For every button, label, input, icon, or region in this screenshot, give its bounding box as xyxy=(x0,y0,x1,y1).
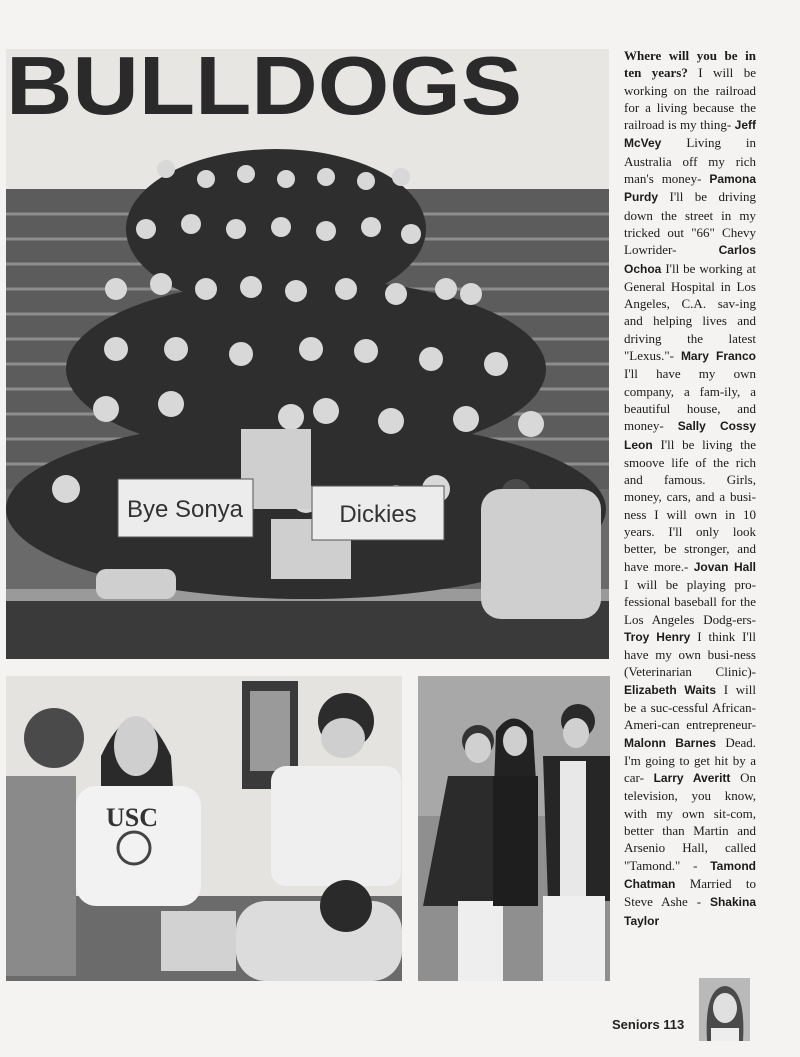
quote-name: Shakina Taylor xyxy=(624,895,756,928)
trio-photo-drawing xyxy=(418,676,610,981)
quotes-column xyxy=(624,47,756,930)
sign-right xyxy=(312,486,444,540)
art-class-photo-drawing xyxy=(6,676,402,981)
quote-text: I'll have my own company, a fam-ily, a beautiful house, and money- xyxy=(624,366,756,434)
quote-name: Elizabeth Waits xyxy=(624,682,724,697)
quote-name: Sally Cossy Leon xyxy=(624,419,756,452)
sign-left-text: Bye Sonya xyxy=(126,496,244,523)
quote-text: Married to Steve Ashe - xyxy=(624,875,756,910)
quote-name: Jeff McVey xyxy=(624,118,756,151)
corner-portrait-drawing xyxy=(699,978,750,1041)
quote-name: Troy Henry xyxy=(624,629,698,644)
quote-text: I'll be living the smoove life of the rich and famous. Girls, money, cars, and a busi-ness I will own in 10 years. I'll only look better, be stronger, and have more.- xyxy=(624,436,756,574)
art-class-photo xyxy=(6,676,402,981)
quote-name: Jovan Hall xyxy=(693,559,756,574)
trio-photo xyxy=(418,676,610,981)
quote-name: Tamond Chatman xyxy=(624,858,756,891)
corner-portrait xyxy=(699,978,750,1041)
quote-text: I will be playing pro-fessional baseball for the Los Angeles Dodg-ers- xyxy=(624,576,756,627)
sign-left xyxy=(118,479,253,537)
quote-text: I'll be driving down the street in my tricked out "66" Chevy Lowrider- xyxy=(624,189,757,258)
shirt-text: USC xyxy=(106,803,159,832)
quote-name: Malonn Barnes xyxy=(624,735,726,750)
quote-name: Pamona Purdy xyxy=(624,172,756,205)
group-photo-drawing xyxy=(6,49,609,659)
quote-text: Living in Australia off my rich man's money- xyxy=(624,135,756,187)
quote-name: Mary Franco xyxy=(680,349,757,364)
quote-name: Carlos Ochoa xyxy=(624,243,756,276)
quote-text: I will be a suc-cessful African-Ameri-can entrepreneur- xyxy=(624,681,756,733)
quote-text: I'll be working at General Hospital in Los Angeles, C.A. sav-ing and helping lives and driving the latest "Lexus."- xyxy=(624,260,756,364)
page-folio: Seniors 113 xyxy=(612,1017,685,1032)
sign-right-text: Dickies xyxy=(339,501,417,528)
group-photo xyxy=(6,49,609,659)
quote-text: On television, you know, with my own sit-com, better than Martin and Arsenio Hall, called "Tamond." - xyxy=(624,770,756,873)
banner-text: BULLDOGS xyxy=(6,49,523,132)
quotes-title: Where will you be in ten years? xyxy=(624,48,756,81)
quote-text: I think I'll have my own busi-ness (Veterinarian Clinic)- xyxy=(624,628,756,680)
quote-text: Dead. I'm going to get hit by a car- xyxy=(624,734,756,786)
quote-name: Larry Averitt xyxy=(653,771,741,786)
quote-text: I will be working on the railroad for a living because the railroad is my thing- xyxy=(624,65,756,133)
